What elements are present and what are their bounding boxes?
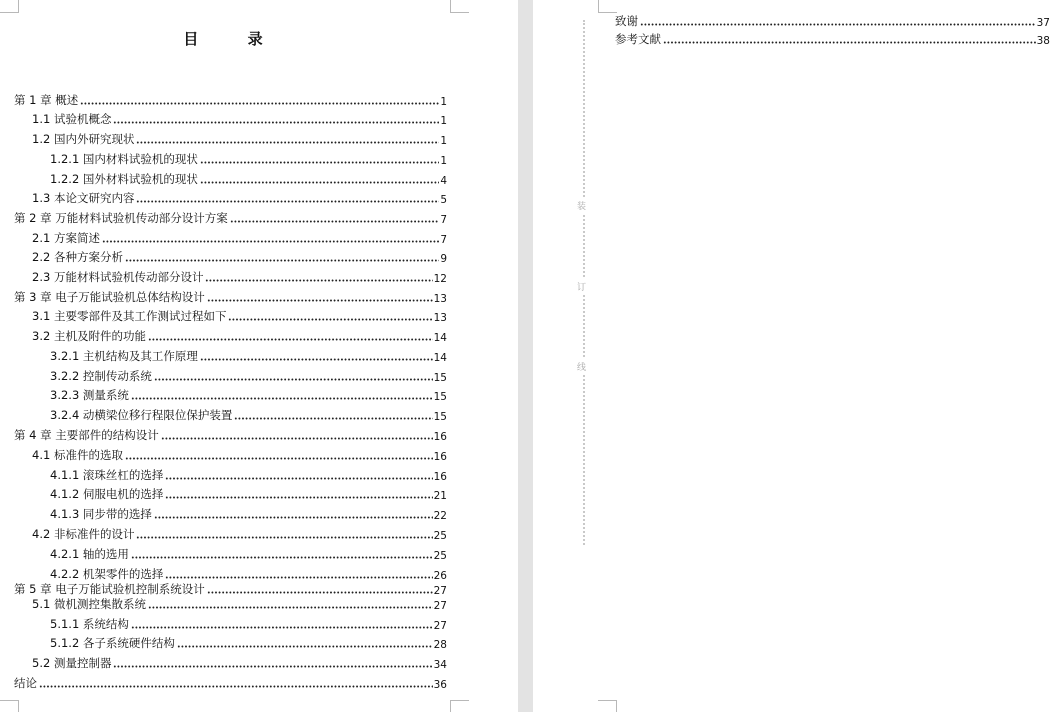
- toc-entry-page: 1: [440, 115, 447, 127]
- document-page-left: [0, 0, 518, 712]
- toc-entry-page: 21: [433, 490, 447, 502]
- toc-entry[interactable]: [32, 447, 447, 463]
- toc-entry-page: 16: [433, 451, 447, 463]
- dot-leader: [154, 377, 433, 381]
- toc-entry-label: 第 4 章 主要部件的结构设计: [14, 428, 159, 442]
- toc-entry-page: 5: [440, 194, 447, 206]
- toc-entry-page: 1: [440, 135, 447, 147]
- toc-entry-label: 2.3 万能材料试验机传动部分设计: [32, 270, 204, 284]
- toc-entry-label: 3.2 主机及附件的功能: [32, 329, 146, 343]
- toc-entry[interactable]: [50, 171, 447, 187]
- dot-leader: [102, 239, 439, 243]
- dot-leader: [207, 298, 433, 302]
- toc-entry[interactable]: [32, 111, 447, 127]
- toc-entry[interactable]: [615, 31, 1050, 47]
- dot-leader: [125, 258, 439, 262]
- toc-entry-label: 4.1.3 同步带的选择: [50, 507, 152, 521]
- toc-entry-label: 3.2.3 测量系统: [50, 388, 129, 402]
- toc-entry-page: 7: [440, 234, 447, 246]
- toc-entry[interactable]: [32, 596, 447, 612]
- toc-entry-label: 3.2.1 主机结构及其工作原理: [50, 349, 198, 363]
- toc-entry-page: 13: [433, 312, 447, 324]
- dot-leader: [125, 456, 433, 460]
- toc-entry-label: 3.2.4 动横梁位移行程限位保护装置: [50, 408, 233, 422]
- toc-entry[interactable]: [50, 546, 447, 562]
- crop-mark: [0, 700, 19, 712]
- toc-entry[interactable]: [50, 368, 447, 384]
- toc-entry-label: 1.3 本论文研究内容: [32, 191, 135, 205]
- dot-leader: [165, 575, 432, 579]
- toc-entry-page: 13: [433, 293, 447, 305]
- toc-entry[interactable]: [32, 131, 447, 147]
- toc-entry[interactable]: [32, 269, 447, 285]
- toc-entry[interactable]: [50, 387, 447, 403]
- dot-leader: [148, 605, 433, 609]
- toc-entry-page: 37: [1036, 17, 1050, 29]
- binding-char: 订: [577, 279, 586, 294]
- toc-entry-label: 4.1 标准件的选取: [32, 448, 123, 462]
- crop-mark: [0, 0, 19, 13]
- toc-entry-page: 14: [433, 332, 447, 344]
- toc-entry[interactable]: [50, 506, 447, 522]
- toc-entry-label: 结论: [14, 676, 37, 690]
- dot-leader: [136, 199, 439, 203]
- toc-entry-page: 14: [433, 352, 447, 364]
- dot-leader: [131, 396, 433, 400]
- toc-entry-page: 16: [433, 471, 447, 483]
- dot-leader: [234, 416, 432, 420]
- toc-entry[interactable]: [32, 308, 447, 324]
- toc-entry-label: 1.1 试验机概念: [32, 112, 112, 126]
- toc-entry-label: 4.1.1 滚珠丝杠的选择: [50, 468, 164, 482]
- dot-leader: [205, 278, 432, 282]
- toc-entry-page: 7: [440, 214, 447, 226]
- toc-entry-label: 5.2 测量控制器: [32, 656, 112, 670]
- dot-leader: [136, 535, 432, 539]
- toc-entry-page: 38: [1036, 35, 1050, 47]
- toc-entry-label: 4.2.1 轴的选用: [50, 547, 129, 561]
- toc-entry-page: 1: [440, 155, 447, 167]
- dot-leader: [80, 101, 439, 105]
- crop-mark: [450, 700, 469, 712]
- toc-entry-page: 15: [433, 372, 447, 384]
- toc-entry-label: 1.2.1 国内材料试验机的现状: [50, 152, 198, 166]
- dot-leader: [113, 120, 439, 124]
- toc-entry[interactable]: [32, 190, 447, 206]
- toc-entry[interactable]: [32, 526, 447, 542]
- toc-entry-page: 26: [433, 570, 447, 582]
- toc-entry-page: 15: [433, 391, 447, 403]
- toc-entry[interactable]: [32, 328, 447, 344]
- toc-entry[interactable]: [50, 407, 447, 423]
- binding-char: 装: [577, 198, 586, 213]
- dot-leader: [136, 140, 439, 144]
- toc-entry-label: 3.1 主要零部件及其工作测试过程如下: [32, 309, 227, 323]
- toc-entry[interactable]: [50, 616, 447, 632]
- toc-entry-page: 25: [433, 530, 447, 542]
- toc-entry-label: 1.2 国内外研究现状: [32, 132, 135, 146]
- toc-entry[interactable]: [50, 635, 447, 651]
- dot-leader: [113, 664, 432, 668]
- toc-entry[interactable]: [14, 210, 447, 226]
- crop-mark: [598, 700, 617, 712]
- toc-entry-page: 4: [440, 175, 447, 187]
- toc-entry-label: 第 1 章 概述: [14, 93, 79, 107]
- toc-entry-page: 1: [440, 96, 447, 108]
- toc-entry[interactable]: [14, 675, 447, 691]
- dot-leader: [154, 515, 433, 519]
- toc-entry[interactable]: [14, 289, 447, 305]
- toc-entry[interactable]: [50, 486, 447, 502]
- toc-entry-label: 4.1.2 伺服电机的选择: [50, 487, 164, 501]
- toc-entry-page: 16: [433, 431, 447, 443]
- dot-leader: [207, 590, 433, 594]
- binding-char: 线: [577, 359, 586, 374]
- toc-entry-page: 34: [433, 659, 447, 671]
- toc-entry[interactable]: [32, 249, 447, 265]
- toc-entry[interactable]: [32, 230, 447, 246]
- toc-entry[interactable]: [32, 655, 447, 671]
- dot-leader: [228, 317, 432, 321]
- dot-leader: [165, 476, 432, 480]
- toc-entry-label: 参考文献: [615, 32, 661, 46]
- toc-entry-label: 第 3 章 电子万能试验机总体结构设计: [14, 290, 205, 304]
- toc-entry[interactable]: [14, 427, 447, 443]
- toc-entry-label: 4.2.2 机架零件的选择: [50, 567, 164, 581]
- dot-leader: [39, 684, 433, 688]
- toc-entry-page: 12: [433, 273, 447, 285]
- toc-entry-label: 5.1.1 系统结构: [50, 617, 129, 631]
- toc-entry-label: 2.2 各种方案分析: [32, 250, 123, 264]
- dot-leader: [177, 644, 433, 648]
- dot-leader: [200, 180, 439, 184]
- toc-entry-label: 5.1 微机测控集散系统: [32, 597, 146, 611]
- dot-leader: [131, 555, 433, 559]
- toc-entry-page: 22: [433, 510, 447, 522]
- document-page-right: [533, 0, 1055, 712]
- toc-entry-page: 27: [433, 600, 447, 612]
- toc-entry-label: 5.1.2 各子系统硬件结构: [50, 636, 175, 650]
- toc-entry-label: 第 5 章 电子万能试验机控制系统设计: [14, 582, 205, 596]
- toc-entry-label: 4.2 非标准件的设计: [32, 527, 135, 541]
- dot-leader: [165, 495, 432, 499]
- toc-entry-page: 28: [433, 639, 447, 651]
- toc-entry-page: 27: [433, 620, 447, 632]
- dot-leader: [663, 40, 1036, 44]
- toc-entry[interactable]: [50, 566, 447, 582]
- toc-entry-label: 2.1 方案简述: [32, 231, 100, 245]
- crop-mark: [598, 0, 617, 13]
- toc-entry-page: 36: [433, 679, 447, 691]
- toc-entry-page: 9: [440, 253, 447, 265]
- toc-entry-label: 致谢: [615, 14, 638, 28]
- dot-leader: [131, 625, 433, 629]
- toc-entry[interactable]: [615, 13, 1050, 29]
- toc-entry[interactable]: [50, 467, 447, 483]
- toc-title: 目 录: [183, 30, 285, 48]
- toc-entry[interactable]: [50, 151, 447, 167]
- toc-entry[interactable]: [50, 348, 447, 364]
- toc-entry-label: 第 2 章 万能材料试验机传动部分设计方案: [14, 211, 228, 225]
- toc-entry-label: 3.2.2 控制传动系统: [50, 369, 152, 383]
- toc-entry-page: 15: [433, 411, 447, 423]
- dot-leader: [200, 160, 439, 164]
- toc-entry-label: 1.2.2 国外材料试验机的现状: [50, 172, 198, 186]
- dot-leader: [640, 22, 1036, 26]
- toc-entry[interactable]: [14, 581, 447, 597]
- toc-entry-page: 25: [433, 550, 447, 562]
- toc-entry-page: 27: [433, 585, 447, 597]
- toc-entry[interactable]: [14, 92, 447, 108]
- crop-mark: [450, 0, 469, 13]
- dot-leader: [148, 337, 433, 341]
- dot-leader: [200, 357, 433, 361]
- dot-leader: [161, 436, 433, 440]
- dot-leader: [230, 219, 440, 223]
